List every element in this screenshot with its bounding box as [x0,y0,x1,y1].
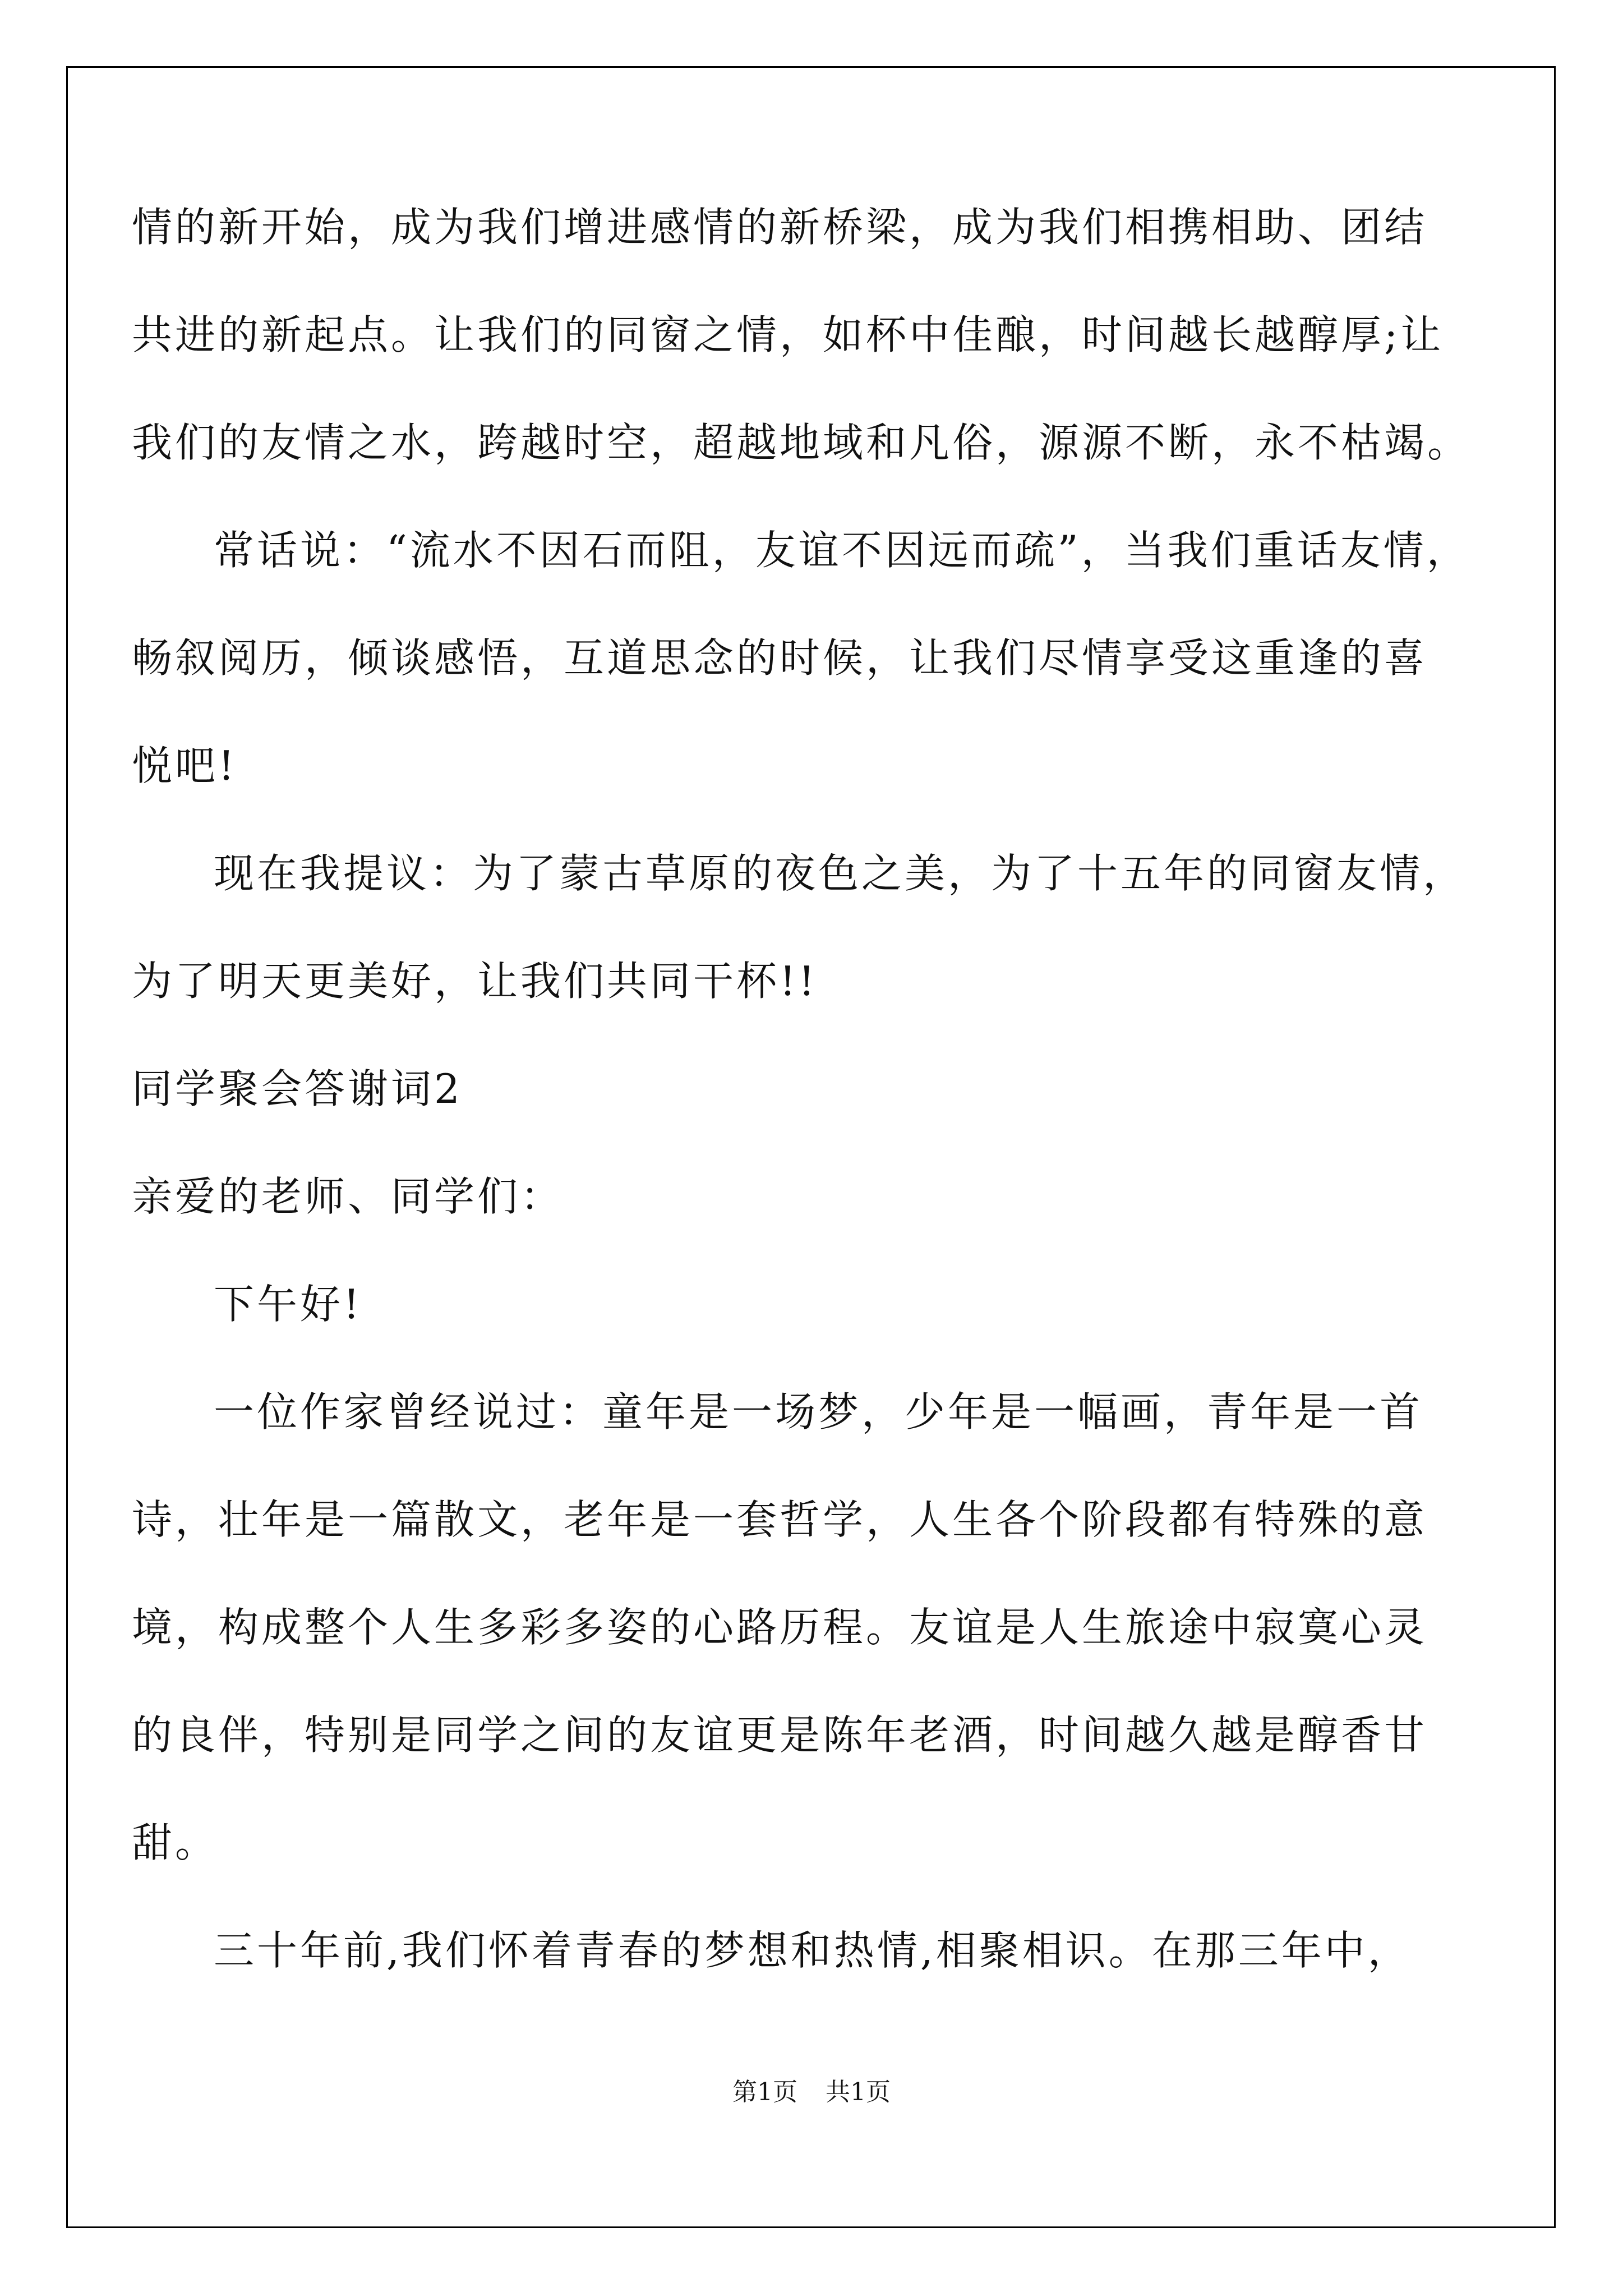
section-heading: 同学聚会答谢词2 [132,1065,463,1112]
text-line-12: 一位作家曾经说过：童年是一场梦，少年是一幅画，青年是一首 [214,1388,1423,1435]
page-footer [0,2076,1623,2109]
text-line-1: 情的新开始，成为我们增进感情的新桥梁，成为我们相携相助、团结 [132,204,1428,251]
text-line-2: 共进的新起点。让我们的同窗之情，如杯中佳酿，时间越长越醇厚;让 [132,311,1444,358]
text-line-3: 我们的友情之水，跨越时空，超越地域和凡俗，源源不断，永不枯竭。 [132,419,1471,466]
page-total: 共1页 [826,2078,891,2106]
page-border [66,66,1556,2228]
text-line-17: 三十年前,我们怀着青春的梦想和热情,相聚相识。在那三年中， [214,1927,1411,1974]
salutation: 亲爱的老师、同学们： [132,1173,564,1220]
text-line-14: 境，构成整个人生多彩多姿的心路历程。友谊是人生旅途中寂寞心灵 [132,1604,1428,1651]
text-line-6: 悦吧! [132,742,237,789]
text-line-15: 的良伴，特别是同学之间的友谊更是陈年老酒，时间越久越是醇香甘 [132,1711,1428,1759]
text-line-4: 常话说：“流水不因石而阻，友谊不因远而疏”，当我们重话友情， [214,527,1470,574]
text-line-8: 为了明天更美好，让我们共同干杯!! [132,958,818,1005]
text-line-7: 现在我提议：为了蒙古草原的夜色之美，为了十五年的同窗友情， [214,850,1467,897]
text-line-5: 畅叙阅历，倾谈感悟，互道思念的时候，让我们尽情享受这重逢的喜 [132,634,1428,682]
text-line-13: 诗，壮年是一篇散文，老年是一套哲学，人生各个阶段都有特殊的意 [132,1496,1428,1543]
page-number: 第1页 [732,2078,797,2106]
text-line-16: 甜。 [132,1819,219,1866]
greeting: 下午好! [214,1281,362,1328]
